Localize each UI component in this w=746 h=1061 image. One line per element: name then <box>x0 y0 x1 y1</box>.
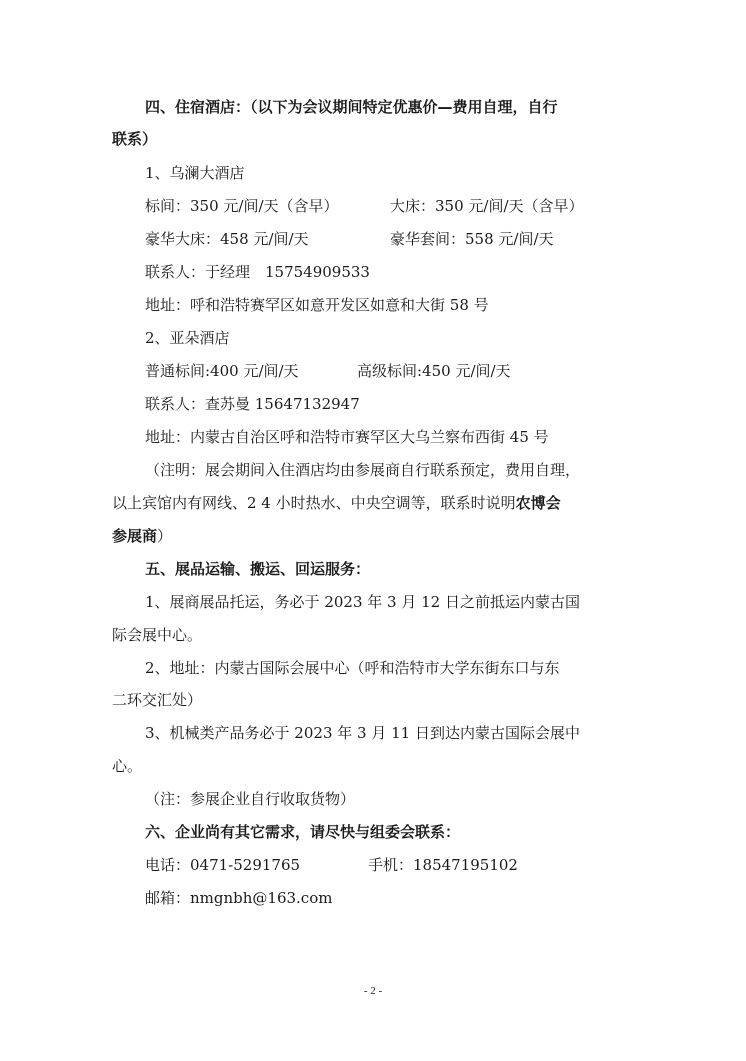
shipping-note: （注：参展企业自行收取货物） <box>145 790 356 808</box>
hotel-1-room-king: 大床：350 元/间/天（含早） <box>390 197 584 215</box>
hotel-2-room-superior: 高级标间:450 元/间/天 <box>357 362 511 380</box>
contact-email: 邮箱：nmgnbh@163.com <box>145 889 333 907</box>
hotel-note-close: ） <box>157 527 173 545</box>
section-4-heading: 四、住宿酒店：（以下为会议期间特定优惠价—费用自理，自行 <box>145 98 558 116</box>
section-4-heading-cont: 联系） <box>112 130 158 148</box>
shipping-item-1: 1、展商展品托运，务必于 2023 年 3 月 12 日之前抵运内蒙古国 <box>145 593 580 611</box>
contact-phone: 电话：0471-5291765 <box>145 856 301 874</box>
hotel-note-emphasis: 农博会 <box>515 494 561 512</box>
shipping-item-2: 2、地址：内蒙古国际会展中心（呼和浩特市大学东街东口与东 <box>145 659 560 677</box>
hotel-1-contact: 联系人：于经理 15754909533 <box>145 263 370 281</box>
hotel-note-line-1: （注明：展会期间入住酒店均由参展商自行联系预定，费用自理， <box>145 461 581 479</box>
hotel-1-room-deluxe-king: 豪华大床：458 元/间/天 <box>145 230 309 248</box>
shipping-item-3-cont: 心。 <box>112 757 143 775</box>
hotel-1-name: 1、乌澜大酒店 <box>145 164 245 182</box>
contact-mobile: 手机：18547195102 <box>368 856 518 874</box>
shipping-item-3: 3、机械类产品务必于 2023 年 3 月 11 日到达内蒙古国际会展中 <box>145 724 580 742</box>
hotel-note-line-3 <box>112 525 172 547</box>
shipping-item-1-cont: 际会展中心。 <box>112 626 203 644</box>
hotel-1-address: 地址：呼和浩特赛罕区如意开发区如意和大街 58 号 <box>145 296 489 314</box>
hotel-note-emphasis-2: 参展商 <box>112 527 158 545</box>
hotel-1-room-deluxe-suite: 豪华套间：558 元/间/天 <box>390 230 554 248</box>
hotel-2-contact: 联系人：查苏曼 15647132947 <box>145 395 360 413</box>
hotel-2-address: 地址：内蒙古自治区呼和浩特市赛罕区大乌兰察布西街 45 号 <box>145 428 549 446</box>
hotel-1-room-standard: 标间：350 元/间/天（含早） <box>145 197 339 215</box>
page-number: - 2 - <box>363 985 383 997</box>
shipping-item-2-cont: 二环交汇处） <box>112 691 203 709</box>
hotel-note-text: 以上宾馆内有网线、2 4 小时热水、中央空调等，联系时说明 <box>112 494 516 512</box>
section-6-heading: 六、企业尚有其它需求，请尽快与组委会联系： <box>145 823 461 841</box>
hotel-2-name: 2、亚朵酒店 <box>145 329 230 347</box>
hotel-note-line-2 <box>112 492 561 514</box>
hotel-2-room-standard: 普通标间:400 元/间/天 <box>145 362 299 380</box>
section-5-heading: 五、展品运输、搬运、回运服务： <box>145 560 371 578</box>
